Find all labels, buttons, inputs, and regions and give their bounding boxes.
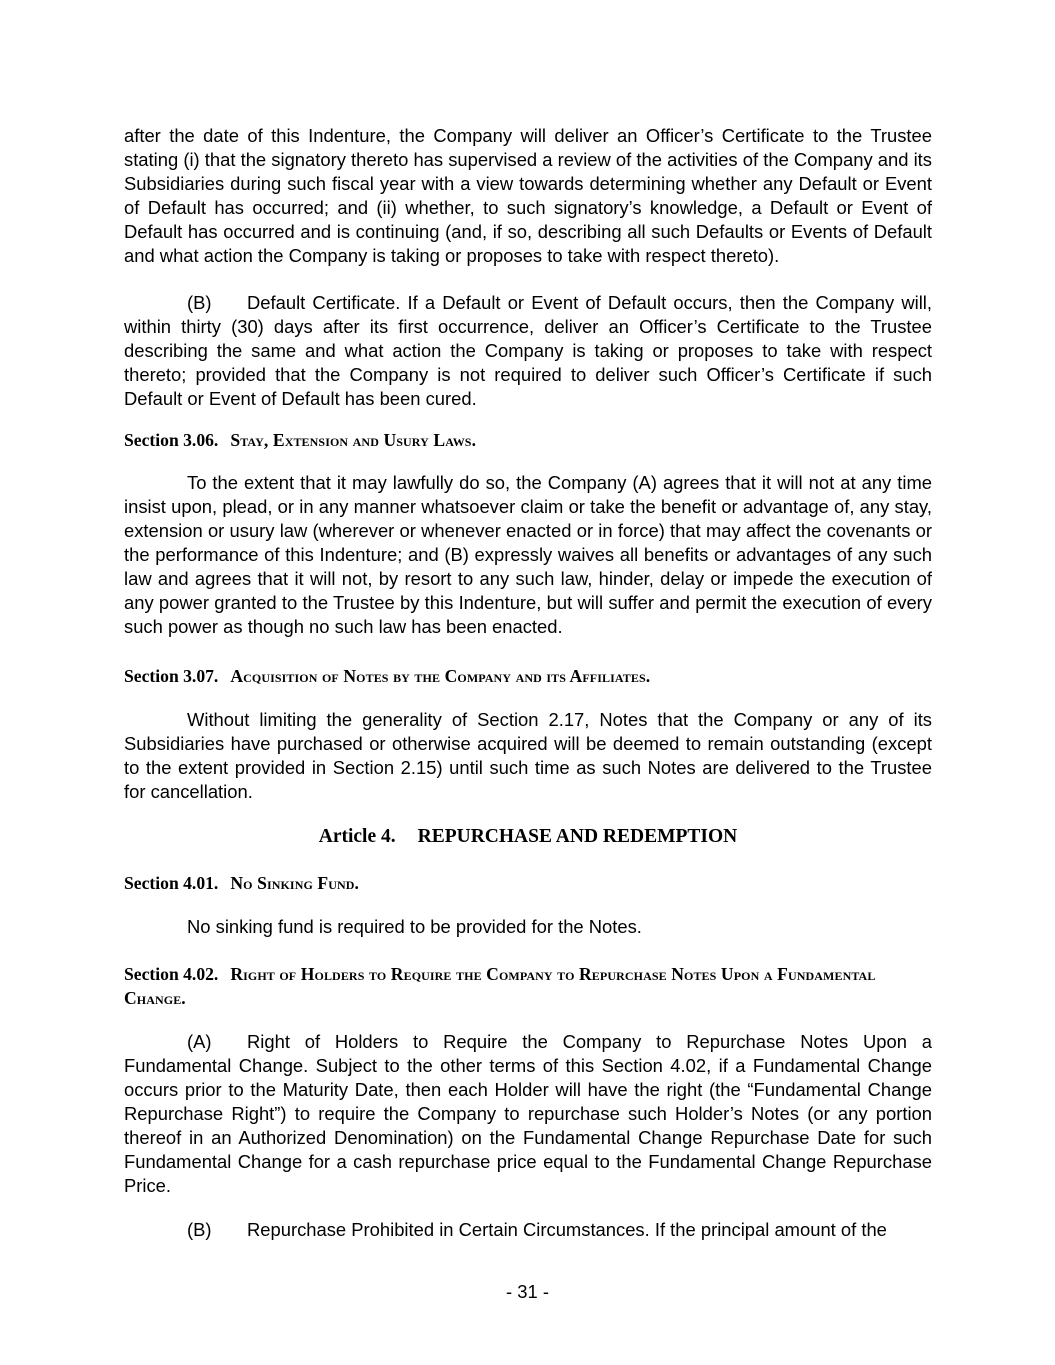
article-heading bbox=[124, 824, 932, 850]
paragraph-repurchase-prohibited bbox=[124, 1218, 932, 1242]
item-text: Repurchase Prohibited in Certain Circumstances. If the principal amount of the bbox=[247, 1219, 887, 1240]
document-page bbox=[124, 124, 932, 1324]
section-heading-4-01 bbox=[124, 871, 932, 895]
paragraph-right-of-holders bbox=[124, 1030, 932, 1198]
item-label: (B) bbox=[187, 292, 212, 313]
item-text: Default Certificate. If a Default or Event of Default occurs, then the Company will, within thirty (30) days after its first occurrence, deliver an Officer’s Certificate to the Trustee describing the same and what action the Company is taking or proposes to take with respect thereto; provided that the Company is not required to deliver such Officer’s Certificate if such Default or Event of Default has been cured. bbox=[124, 292, 932, 409]
paragraph-continuation: after the date of this Indenture, the Company will deliver an Officer’s Certificate to the Trustee stating (i) that the signatory thereto has supervised a review of the activities of the Company and its Subsidiaries during such fiscal year with a view towards determining whether any Default or Event of Default has occurred; and (ii) whether, to such signatory’s knowledge, a Default or Event of Default has occurred and is continuing (and, if so, describing all such Defaults or Events of Default and what action the Company is taking or proposes to take with respect thereto). bbox=[124, 125, 932, 266]
section-title: Right of Holders to Require the Company to Repurchase Notes Upon a Fundamental Change. bbox=[124, 964, 876, 1008]
item-label: (B) bbox=[187, 1219, 212, 1240]
paragraph-default-certificate bbox=[124, 291, 932, 411]
section-number: Section 3.07. bbox=[124, 666, 219, 686]
paragraph-stay-extension: To the extent that it may lawfully do so, the Company (A) agrees that it will not at any time insist upon, plead, or in any manner whatsoever claim or take the benefit or advantage of, any stay, extension or usury law (wherever or whenever enacted or in force) that may affect the covenants or the performance of this Indenture; and (B) expressly waives all benefits or advantages of any such law and agrees that it will not, by resort to any such law, hinder, delay or impede the execution of any power granted to the Trustee by this Indenture, but will suffer and permit the execution of every such power as though no such law has been enacted. bbox=[124, 472, 932, 637]
section-heading-4-02 bbox=[124, 962, 932, 1010]
section-heading-3-06 bbox=[124, 428, 932, 452]
section-title: Stay, Extension and Usury Laws. bbox=[230, 430, 477, 450]
item-label: (A) bbox=[187, 1031, 212, 1052]
paragraph-no-sinking-fund: No sinking fund is required to be provided for the Notes. bbox=[187, 916, 642, 937]
section-number: Section 4.02. bbox=[124, 964, 219, 984]
section-number: Section 4.01. bbox=[124, 873, 219, 893]
section-number: Section 3.06. bbox=[124, 430, 219, 450]
article-title: REPURCHASE AND REDEMPTION bbox=[417, 826, 738, 847]
paragraph-acquisition-of-notes: Without limiting the generality of Section 2.17, Notes that the Company or any of its Subsidiaries have purchased or otherwise acquired will be deemed to remain outstanding (except to the extent provided in Section 2.15) until such time as such Notes are delivered to the Trustee for cancellation. bbox=[124, 709, 932, 802]
page-number: - 31 - bbox=[506, 1281, 549, 1302]
section-heading-3-07 bbox=[124, 664, 932, 688]
article-number: Article 4. bbox=[318, 826, 396, 847]
section-title: No Sinking Fund. bbox=[230, 873, 360, 893]
section-title: Acquisition of Notes by the Company and its Affiliates. bbox=[230, 666, 651, 686]
item-text: Right of Holders to Require the Company to Repurchase Notes Upon a Fundamental Change. Subject to the other terms of this Section 4.02, if a Fundamental Change occurs prior to the Maturity Date, then each Holder will have the right (the “Fundamental Change Repurchase Right”) to require the Company to repurchase such Holder’s Notes (or any portion thereof in an Authorized Denomination) on the Fundamental Change Repurchase Date for such Fundamental Change for a cash repurchase price equal to the Fundamental Change Repurchase Price. bbox=[124, 1031, 932, 1196]
